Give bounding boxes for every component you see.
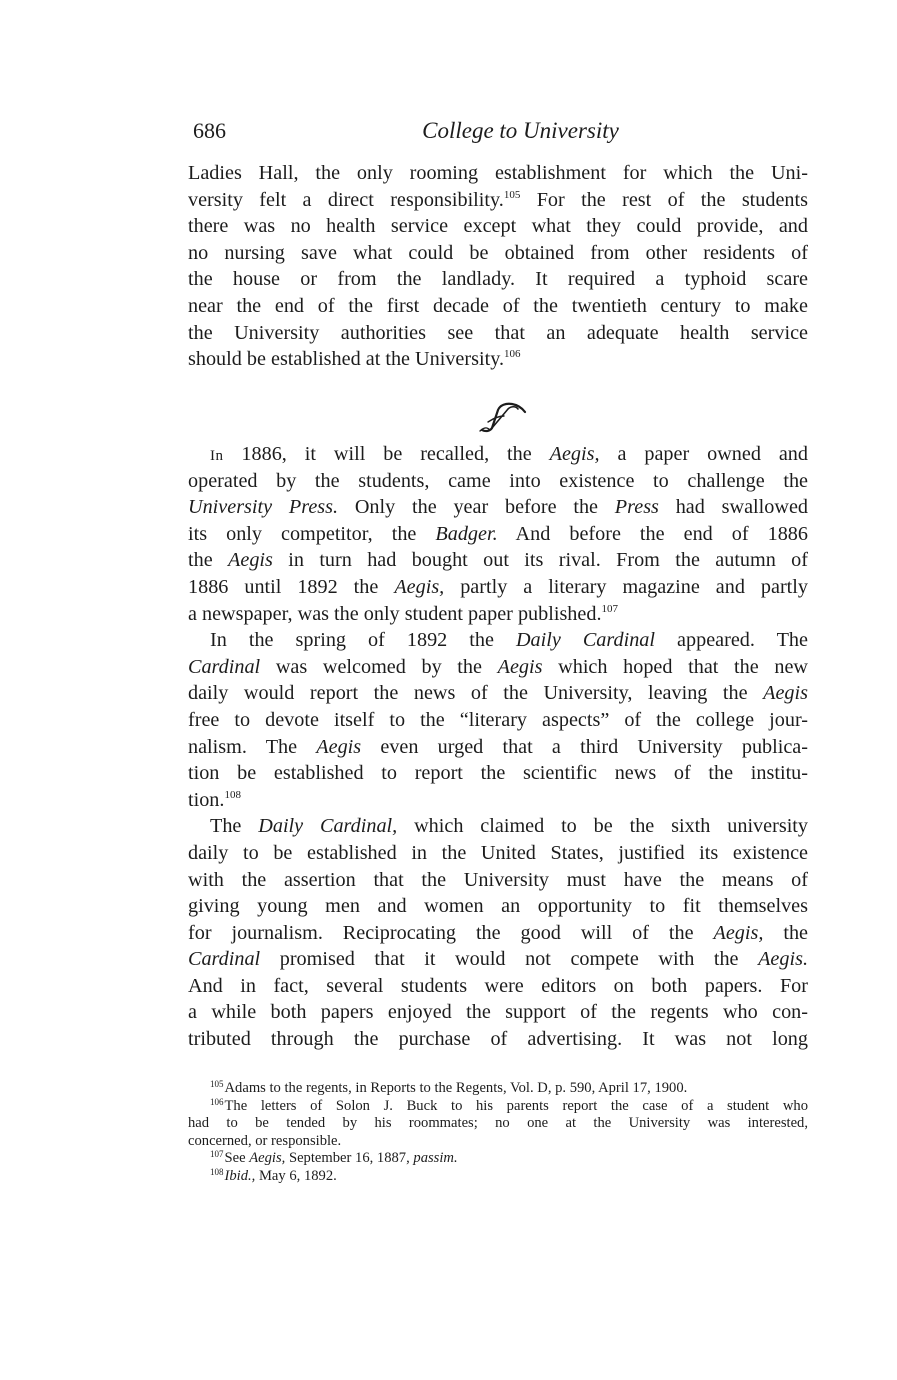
footnotes [188,1080,808,1186]
text-line: near the end of the first decade of the twentieth century to make [188,294,808,317]
text-line: the Aegis in turn had bought out its rival. From the autumn of [188,549,808,572]
page-number: 686 [193,118,226,143]
running-head [193,118,808,152]
text-line: daily would report the news of the University, leaving the Aegis [188,682,808,705]
text-line: 1886 until 1892 the Aegis, partly a literary magazine and partly [188,575,808,598]
text-line: University Press. Only the year before the Press had swallowed [188,496,808,519]
footnote-106-cont: had to be tended by his roommates; no one at the University was interested, [188,1115,808,1132]
footnote-ref-105: 105 [503,188,521,201]
text-line: the University authorities see that an adequate health service [188,321,808,344]
paragraph-health-service [188,160,808,373]
text-line: Cardinal promised that it would not compete with the Aegis. [188,948,808,971]
text-line: daily to be established in the United States, justified its existence [188,841,808,864]
text-line: In the spring of 1892 the Daily Cardinal appeared. The [210,629,808,652]
footnote-ref-107: 107 [601,602,618,615]
text-line: there was no health service except what they could provide, and [188,215,808,238]
footnote-108: $^{108}$Ibid., May 6, 1892. [210,1166,337,1184]
footnote-106: $^{106}$The letters of Solon J. Buck to his parents report the case of a student who [210,1096,808,1114]
text-line: Cardinal was welcomed by the Aegis which hoped that the new [188,655,808,678]
text-line: giving young men and women an opportunity to fit themselves [188,895,808,918]
footnote-ref-108: 108 [224,788,241,801]
text-line: nalism. The Aegis even urged that a third University publica- [188,735,808,758]
text-line: operated by the students, came into existence to challenge the [188,469,808,492]
quill-flourish-icon [478,400,528,434]
footnote-107: $^{107}$See Aegis, September 16, 1887, passim. [210,1149,458,1167]
text-line: And in fact, several students were editors on both papers. For [188,974,808,997]
text-line: tributed through the purchase of advertising. It was not long [188,1028,808,1051]
text-line: Ladies Hall, the only rooming establishment for which the Uni- [188,162,808,184]
section-student-papers [188,441,808,1053]
text-line: for journalism. Reciprocating the good will of the Aegis, the [188,921,808,944]
text-line: The Daily Cardinal, which claimed to be the sixth university [210,815,809,838]
text-line: In 1886, it will be recalled, the Aegis, a paper owned and [210,443,808,465]
footnote-ref-106: 106 [504,348,521,361]
running-title: College to University [422,118,619,143]
text-line: with the assertion that the University must have the means of [188,868,808,891]
text-line: tion.$^{108}$ [188,788,241,811]
text-line: versity felt a direct responsibility.$^{105}$ For the rest of the students [188,188,808,211]
text-line: free to devote itself to the “literary aspects” of the college jour- [188,708,808,731]
text-line: tion be established to report the scientific news of the institu- [188,762,808,785]
text-line: a while both papers enjoyed the support of the regents who con- [188,1001,808,1024]
text-line: the house or from the landlady. It required a typhoid scare [188,268,808,291]
footnote-106-cont: concerned, or responsible. [188,1132,342,1149]
text-line: a newspaper, was the only student paper published.$^{107}$ [188,602,618,625]
text-line: should be established at the University.$^{106}$ [188,348,521,371]
text-line: its only competitor, the Badger. And before the end of 1886 [188,522,808,545]
text-line: no nursing save what could be obtained from other residents of [188,241,808,264]
footnote-105: $^{105}$Adams to the regents, in Reports to the Regents, Vol. D, p. 590, April 17, 1900. [210,1079,688,1096]
